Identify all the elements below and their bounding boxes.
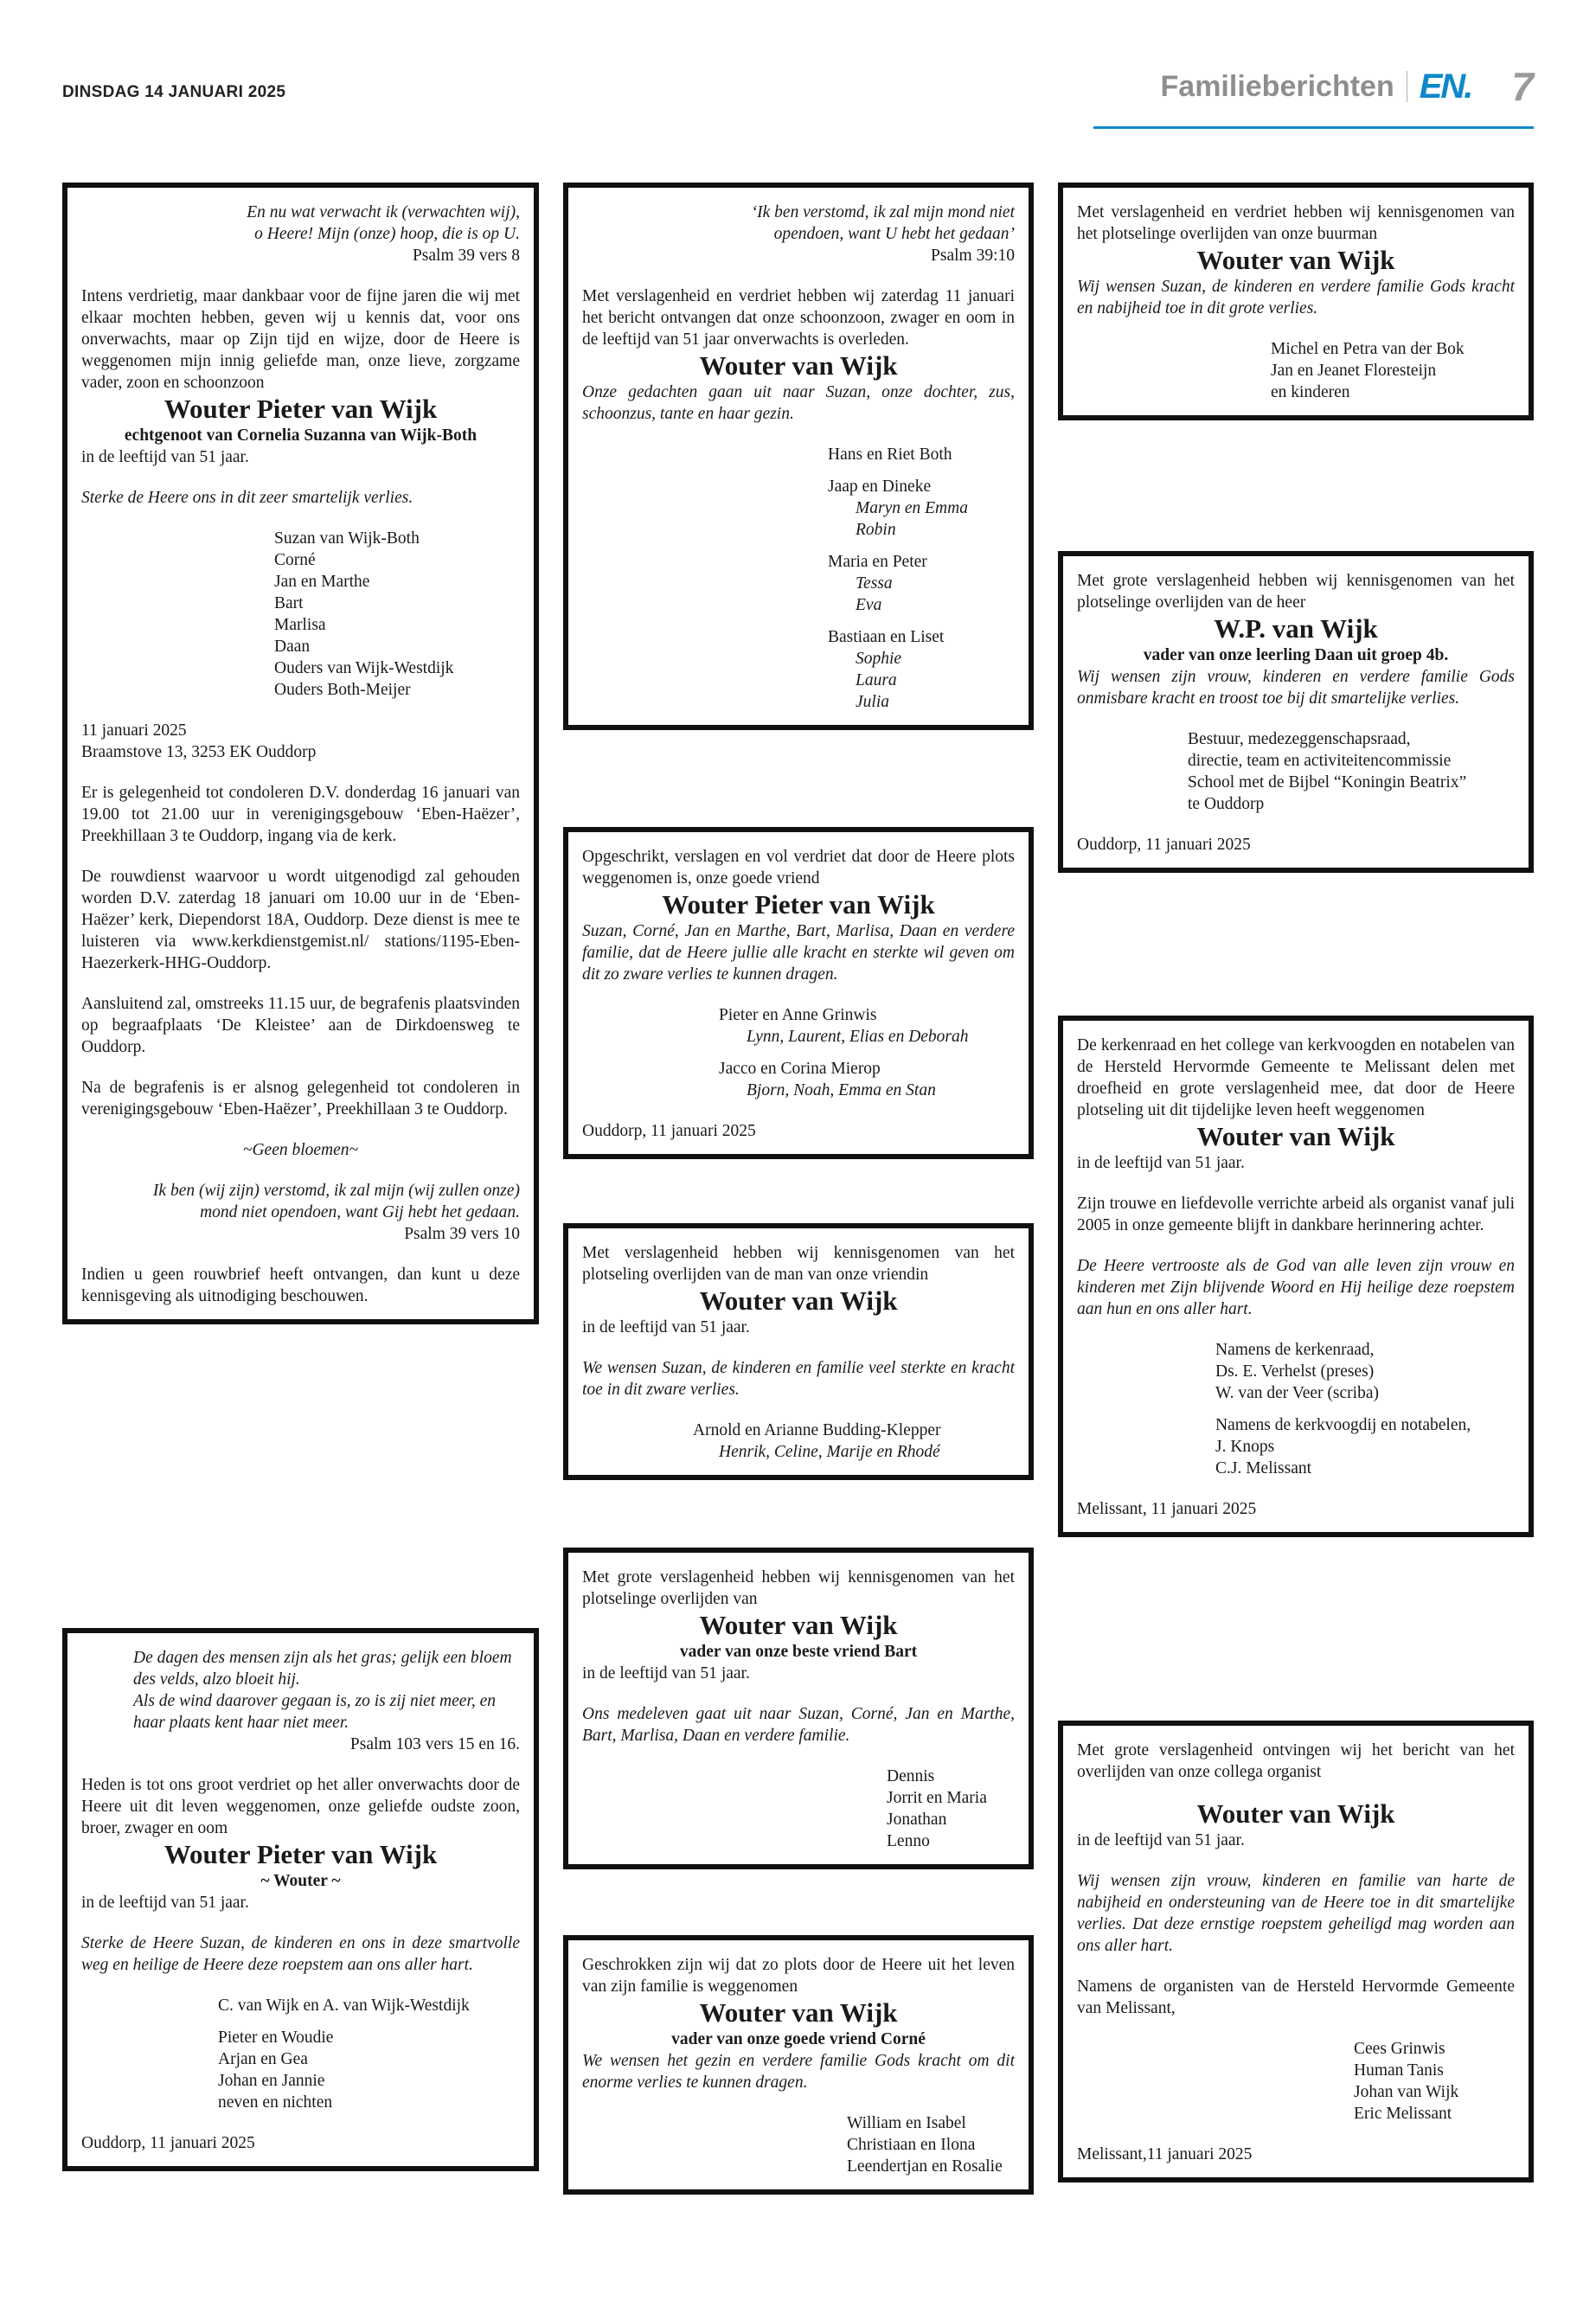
wish-text: Onze gedachten gaan uit naar Suzan, onze dochter, zus, schoonzus, tante en haar gezin. (582, 383, 1015, 423)
age-line: in de leeftijd van 51 jaar. (81, 1894, 249, 1912)
signer: William en Isabel (847, 2114, 966, 2132)
funeral-service-info: De rouwdienst waarvoor u wordt uitgenodigd zal gehouden worden D.V. zaterdag 18 januari om 10.00 uur in de ‘Eben-Haëzer’ kerk, Diependorst 18A, Ouddorp. Deze dienst is mee te luisteren via www.kerkdienstgemist.nl/ stations/1195-Eben-Haezerkerk-HHG-Ouddorp. (81, 868, 520, 972)
deceased-name: Wouter van Wijk (699, 1285, 898, 1316)
deceased-name: Wouter Pieter van Wijk (163, 1839, 438, 1869)
place-date: Melissant, 11 januari 2025 (1077, 1500, 1257, 1518)
signer-children: Bjorn, Noah, Emma en Stan (747, 1081, 936, 1099)
signer: Namens de kerkenraad, (1215, 1341, 1375, 1359)
signers-list (1271, 338, 1515, 403)
signer: Johan van Wijk (1354, 2083, 1459, 2101)
wish-text: Sterke de Heere Suzan, de kinderen en ons in deze smartvolle weg en heilige de Heere deze roepstem aan ons aller hart. (81, 1934, 520, 1974)
family-member: Johan en Jannie (218, 2072, 325, 2090)
deceased-name: Wouter van Wijk (699, 1997, 898, 2028)
home-address: Braamstove 13, 3253 EK Ouddorp (81, 743, 317, 761)
family-member: Marlisa (274, 616, 326, 634)
opening-verse-reference: Psalm 103 vers 15 en 16. (349, 1735, 520, 1753)
signers-list (1354, 2038, 1515, 2125)
announcement-intro: Opgeschrikt, verslagen en vol verdriet dat door de Heere plots weggenomen is, onze goede vriend (582, 848, 1015, 888)
announcement-intro: Heden is tot ons groot verdriet op het aller onverwachts door de Heere uit dit leven weggenomen, onze geliefde oudste zoon, broer, zwager en oom (81, 1776, 520, 1837)
church-council-announcement (1058, 1016, 1534, 1537)
age-line: in de leeftijd van 51 jaar. (582, 1318, 750, 1336)
bart-friends-announcement (563, 1548, 1034, 1869)
wish-text: De Heere vertrooste als de God van alle leven zijn vrouw en kinderen met Zijn blijvende Woord en Hij heilige deze roepstem aan hun en ons aller hart. (1077, 1257, 1515, 1318)
masthead (1161, 66, 1534, 107)
signer: Bestuur, medezeggenschapsraad, (1188, 730, 1411, 748)
place-date: Ouddorp, 11 januari 2025 (582, 1122, 756, 1140)
opening-verse: Als de wind daarover gegaan is, zo is zij niet meer, en haar plaats kent haar niet meer. (133, 1692, 497, 1732)
family-member: Jan en Marthe (274, 573, 370, 591)
opening-verse-line: En nu wat verwacht ik (verwachten wij), (247, 203, 520, 221)
signer: Cees Grinwis (1354, 2040, 1445, 2058)
wish-text: Suzan, Corné, Jan en Marthe, Bart, Marlisa, Daan en verdere familie, dat de Heere jullie alle kracht en sterkte wil geven om dit zo zware verlies te kunnen dragen. (582, 922, 1015, 984)
neighbours-announcement (1058, 183, 1534, 420)
nickname-line: ~ Wouter ~ (260, 1872, 341, 1890)
signers-list (887, 1766, 1015, 1852)
signer-children: Lynn, Laurent, Elias en Deborah (747, 1028, 969, 1046)
signer: Dennis (887, 1767, 935, 1785)
signer-children: Julia (856, 693, 889, 711)
signer: W. van der Veer (scriba) (1215, 1384, 1379, 1402)
signer: Jonathan (887, 1811, 947, 1829)
wish-text: Sterke de Heere ons in dit zeer smartelijk verlies. (81, 489, 413, 507)
parents-names: C. van Wijk en A. van Wijk-Westdijk (218, 1997, 470, 2015)
family-member: Ouders van Wijk-Westdijk (274, 659, 454, 677)
announcement-intro: Met verslagenheid hebben wij kennisgenomen van het plotseling overlijden van de man van onze vriendin (582, 1244, 1015, 1284)
family-member: Pieter en Woudie (218, 2029, 334, 2047)
header-rule (1093, 126, 1534, 129)
signer-children: Laura (856, 671, 897, 689)
opening-verse: ‘Ik ben verstomd, ik zal mijn mond niet opendoen, want U hebt het gedaan’ (751, 203, 1015, 243)
signer: Eric Melissant (1354, 2105, 1452, 2123)
wish-text: Ons medeleven gaat uit naar Suzan, Corné, Jan en Marthe, Bart, Marlisa, Daan en verdere familie. (582, 1705, 1015, 1745)
family-announcement (62, 183, 539, 1324)
spouse-line: echtgenoot van Cornelia Suzanna van Wijk-Both (124, 426, 478, 445)
burial-info: Aansluitend zal, omstreeks 11.15 uur, de begrafenis plaatsvinden op begraafplaats ‘De Kleistee’ aan de Dirkdoensweg te Ouddorp. (81, 995, 520, 1056)
announcement-date: 11 januari 2025 (81, 721, 187, 740)
signer-children: Henrik, Celine, Marije en Rhodé (719, 1443, 940, 1461)
inlaws-announcement (563, 183, 1034, 730)
on-behalf-line: Namens de organisten van de Hersteld Hervormde Gemeente van Melissant, (1077, 1977, 1515, 2017)
signer: Human Tanis (1354, 2061, 1444, 2080)
wish-text: We wensen Suzan, de kinderen en familie veel sterkte en kracht toe in dit zware verlies. (582, 1359, 1015, 1399)
deceased-name: Wouter van Wijk (1196, 1798, 1395, 1829)
signer-couple: Bastiaan en Liset (828, 628, 945, 646)
signer: directie, team en activiteitencommissie (1188, 752, 1452, 770)
signer: Michel en Petra van der Bok (1271, 340, 1465, 358)
relation-line: vader van onze beste vriend Bart (679, 1643, 918, 1661)
parents-announcement (62, 1628, 539, 2171)
family-member: Suzan van Wijk-Both (274, 529, 420, 548)
signer: Jorrit en Maria (887, 1789, 987, 1807)
relation-line: vader van onze leerling Daan uit groep 4b. (1143, 646, 1449, 664)
signers-list (719, 1004, 1015, 1101)
after-burial-info: Na de begrafenis is er alsnog gelegenheid tot condoleren in verenigingsgebouw ‘Eben-Haëzer’, Preekhillaan 3 te Ouddorp. (81, 1079, 520, 1118)
announcement-intro: Met verslagenheid en verdriet hebben wij kennisgenomen van het plotselinge overlijden van onze buurman (1077, 203, 1515, 243)
family-member: Ouders Both-Meijer (274, 681, 411, 699)
signer: Jan en Jeanet Floresteijn (1271, 362, 1437, 380)
age-line: in de leeftijd van 51 jaar. (1077, 1831, 1245, 1849)
place-date: Ouddorp, 11 januari 2025 (1077, 836, 1251, 854)
age-line: in de leeftijd van 51 jaar. (1077, 1154, 1245, 1172)
announcement-intro: Met verslagenheid en verdriet hebben wij zaterdag 11 januari het bericht ontvangen dat onze schoonzoon, zwager en oom in de leeftijd van 51 jaar onverwachts is overleden. (582, 287, 1015, 349)
family-list (274, 528, 520, 701)
school-announcement (1058, 551, 1534, 873)
wardens-signers (1215, 1414, 1515, 1479)
signer-children: Tessa (856, 574, 893, 593)
signer: Namens de kerkvoogdij en notabelen, (1215, 1416, 1471, 1434)
announcement-intro: Met grote verslagenheid ontvingen wij het bericht van het overlijden van onze collega organist (1077, 1741, 1515, 1781)
family-member: Bart (274, 594, 304, 612)
deceased-name: Wouter van Wijk (1196, 245, 1395, 275)
newspaper-logo: EN. (1419, 67, 1472, 106)
place-date: Ouddorp, 11 januari 2025 (81, 2134, 255, 2152)
signer-couple: Hans en Riet Both (828, 445, 952, 464)
corne-friends-announcement (563, 1935, 1034, 2195)
family-member: Corné (274, 551, 316, 569)
signers-list (828, 444, 1015, 713)
section-title: Familieberichten (1160, 69, 1394, 103)
wish-text: We wensen het gezin en verdere familie Gods kracht om dit enorme verlies te kunnen dragen. (582, 2052, 1015, 2092)
age-line: in de leeftijd van 51 jaar. (81, 448, 249, 466)
announcement-intro: De kerkenraad en het college van kerkvoogden en notabelen van de Hersteld Hervormde Gemeente te Melissant delen met droefheid en grote verslagenheid mee, dat door de Heere plotseling uit dit tijdelijke leven heeft weggenomen (1077, 1036, 1515, 1119)
deceased-name: Wouter van Wijk (699, 1610, 898, 1640)
deceased-name: Wouter Pieter van Wijk (662, 889, 935, 920)
friend-announcement (563, 1223, 1034, 1480)
page-number: 7 (1511, 64, 1534, 109)
signer-children: Maryn en Emma (856, 499, 968, 517)
signer-couple: Jaap en Dineke (828, 478, 932, 496)
organist-tribute: Zijn trouwe en liefdevolle verrichte arbeid als organist vanaf juli 2005 in onze gemeente blijft in dankbare herinnering achter. (1077, 1195, 1515, 1234)
place-date: Melissant,11 januari 2025 (1077, 2145, 1253, 2163)
deceased-name: Wouter van Wijk (699, 350, 898, 381)
signer-children: Eva (856, 596, 882, 614)
signer: Christiaan en Ilona (847, 2136, 976, 2154)
opening-verse: De dagen des mensen zijn als het gras; gelijk een bloem des velds, alzo bloeit hij. (133, 1649, 512, 1689)
council-signers (1215, 1339, 1515, 1404)
family-member: Daan (274, 638, 311, 656)
signer: J. Knops (1215, 1438, 1275, 1456)
announcement-intro: Met grote verslagenheid hebben wij kennisgenomen van het plotselinge overlijden van de heer (1077, 572, 1515, 612)
deceased-name: W.P. van Wijk (1214, 613, 1378, 644)
announcement-intro: Intens verdrietig, maar dankbaar voor de fijne jaren die wij met elkaar mochten hebben, geven wij u kennis dat, voor ons onverwachts, maar op Zijn tijd en wijze, door de Heere is weggenomen mijn innig geliefde man, onze lieve, zorgzame vader, zoon en schoonzoon (81, 287, 520, 392)
friends-announcement (563, 827, 1034, 1159)
signer-children: Sophie (856, 650, 902, 668)
signer-couple: Pieter en Anne Grinwis (719, 1006, 877, 1024)
age-line: in de leeftijd van 51 jaar. (582, 1664, 750, 1682)
signer: C.J. Melissant (1215, 1459, 1312, 1477)
announcement-intro: Met grote verslagenheid hebben wij kennisgenomen van het plotselinge overlijden van (582, 1568, 1015, 1608)
opening-verse-line: o Heere! Mijn (onze) hoop, die is op U. (254, 225, 520, 243)
no-flowers-note: ~Geen bloemen~ (242, 1141, 359, 1159)
signer: en kinderen (1271, 383, 1350, 401)
opening-verse-reference: Psalm 39:10 (931, 247, 1015, 265)
wish-text: Wij wensen zijn vrouw, kinderen en verdere familie Gods onmisbare kracht en troost toe bij dit smartelijke verlies. (1077, 668, 1515, 708)
signer-children: Robin (856, 521, 896, 539)
family-list (218, 2027, 520, 2113)
signer: te Ouddorp (1188, 795, 1265, 813)
announcement-intro: Geschrokken zijn wij dat zo plots door de Heere uit het leven van zijn familie is weggenomen (582, 1956, 1015, 1996)
organists-announcement (1058, 1721, 1534, 2182)
condolence-info: Er is gelegenheid tot condoleren D.V. donderdag 16 januari van 19.00 tot 21.00 uur in verenigingsgebouw ‘Eben-Haëzer’, Preekhillaan 3 te Ouddorp, ingang via de kerk. (81, 784, 520, 845)
signers-list (847, 2112, 1015, 2177)
invitation-note: Indien u geen rouwbrief heeft ontvangen, dan kunt u deze kennisgeving als uitnodiging beschouwen. (81, 1266, 520, 1305)
opening-verse-reference: Psalm 39 vers 8 (412, 247, 520, 265)
edition-date: DINSDAG 14 JANUARI 2025 (62, 83, 286, 101)
wish-text: Wij wensen Suzan, de kinderen en verdere familie Gods kracht en nabijheid toe in dit grote verlies. (1077, 278, 1515, 317)
wish-text: Wij wensen zijn vrouw, kinderen en familie van harte de nabijheid en ondersteuning van de Heere toe in dit smartelijke verlies. Dat deze ernstige roepstem geheiligd mag worden aan ons aller hart. (1077, 1872, 1515, 1955)
deceased-name: Wouter van Wijk (1196, 1121, 1395, 1151)
closing-verse-reference: Psalm 39 vers 10 (404, 1225, 520, 1243)
signer: Ds. E. Verhelst (preses) (1215, 1362, 1375, 1381)
signer: School met de Bijbel “Koningin Beatrix” (1188, 773, 1467, 792)
deceased-name: Wouter Pieter van Wijk (163, 394, 438, 424)
signer: Lenno (887, 1832, 930, 1850)
family-member: neven en nichten (218, 2093, 333, 2112)
signer: Leendertjan en Rosalie (847, 2157, 1003, 2176)
signers-list (1188, 728, 1515, 815)
signer-couple: Jacco en Corina Mierop (719, 1060, 881, 1078)
signer-couple: Maria en Peter (828, 553, 927, 571)
family-member: Arjan en Gea (218, 2050, 308, 2068)
closing-verse: Ik ben (wij zijn) verstomd, ik zal mijn (wij zullen onze) mond niet opendoen, want Gij hebt het gedaan. (152, 1182, 520, 1221)
signer-couple: Arnold en Arianne Budding-Klepper (693, 1421, 941, 1439)
relation-line: vader van onze goede vriend Corné (671, 2030, 926, 2048)
